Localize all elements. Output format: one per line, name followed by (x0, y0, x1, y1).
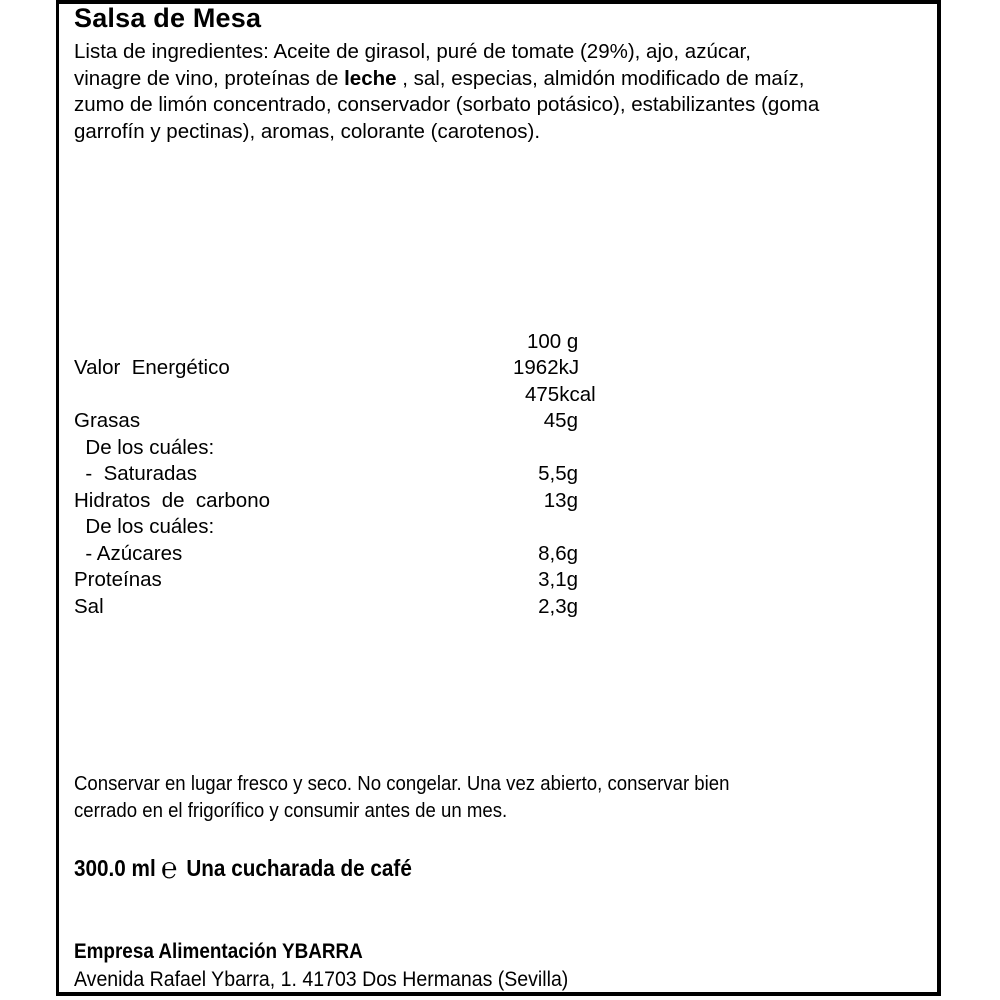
nutrition-value-carbohydrates: 13g (543, 489, 578, 512)
serving-info (74, 852, 412, 885)
portion-size: Una cucharada de café (186, 855, 412, 881)
nutrition-header-per-100g: 100 g (527, 330, 579, 353)
company-name: Empresa Alimentación YBARRA (74, 940, 363, 963)
nutrition-value-saturated: 5,5g (538, 462, 578, 485)
nutrition-value-energy-kj: 1962kJ (513, 356, 580, 379)
nutrition-label-carbohydrates: Hidratos de carbono (74, 489, 271, 512)
storage-line-2: cerrado en el frigorífico y consumir antes de un mes. (74, 799, 508, 822)
ingredients-line-3: zumo de limón concentrado, conservador (sorbato potásico), estabilizantes (goma (74, 93, 820, 116)
allergen-highlight: leche (344, 66, 397, 90)
nutrition-label-sugars: - Azúcares (74, 542, 183, 565)
company-address: Avenida Rafael Ybarra, 1. 41703 Dos Hermanas (Sevilla) (74, 968, 569, 991)
net-volume: 300.0 ml (74, 855, 156, 881)
nutrition-label-fat: Grasas (74, 409, 141, 432)
nutrition-value-sugars: 8,6g (538, 542, 578, 565)
storage-line-1: Conservar en lugar fresco y seco. No congelar. Una vez abierto, conservar bien (74, 773, 730, 795)
ingredients-line-1: Lista de ingredientes: Aceite de girasol, puré de tomate (29%), ajo, azúcar, (74, 40, 751, 63)
product-title: Salsa de Mesa (74, 3, 262, 33)
ingredients-list (74, 39, 934, 145)
estimated-sign-icon: ℮ (161, 852, 178, 885)
storage-instructions (74, 771, 729, 824)
nutrition-label-saturated: - Saturadas (74, 462, 198, 485)
nutrition-label-protein: Proteínas (74, 568, 162, 591)
nutrition-value-protein: 3,1g (538, 568, 578, 591)
ingredients-line-2: vinagre de vino, proteínas de leche , sal, especias, almidón modificado de maíz, (74, 66, 805, 90)
nutrition-label-energy: Valor Energético (74, 356, 230, 379)
ingredients-line-4: garrofín y pectinas), aromas, colorante (carotenos). (74, 119, 541, 143)
nutrition-value-fat: 45g (543, 409, 578, 432)
nutrition-label-of-which-carbs: De los cuáles: (74, 515, 215, 538)
nutrition-label-of-which-fat: De los cuáles: (74, 436, 215, 459)
nutrition-label-salt: Sal (74, 595, 104, 618)
nutrition-value-salt: 2,3g (538, 595, 578, 618)
nutrition-value-energy-kcal: 475kcal (525, 383, 596, 406)
